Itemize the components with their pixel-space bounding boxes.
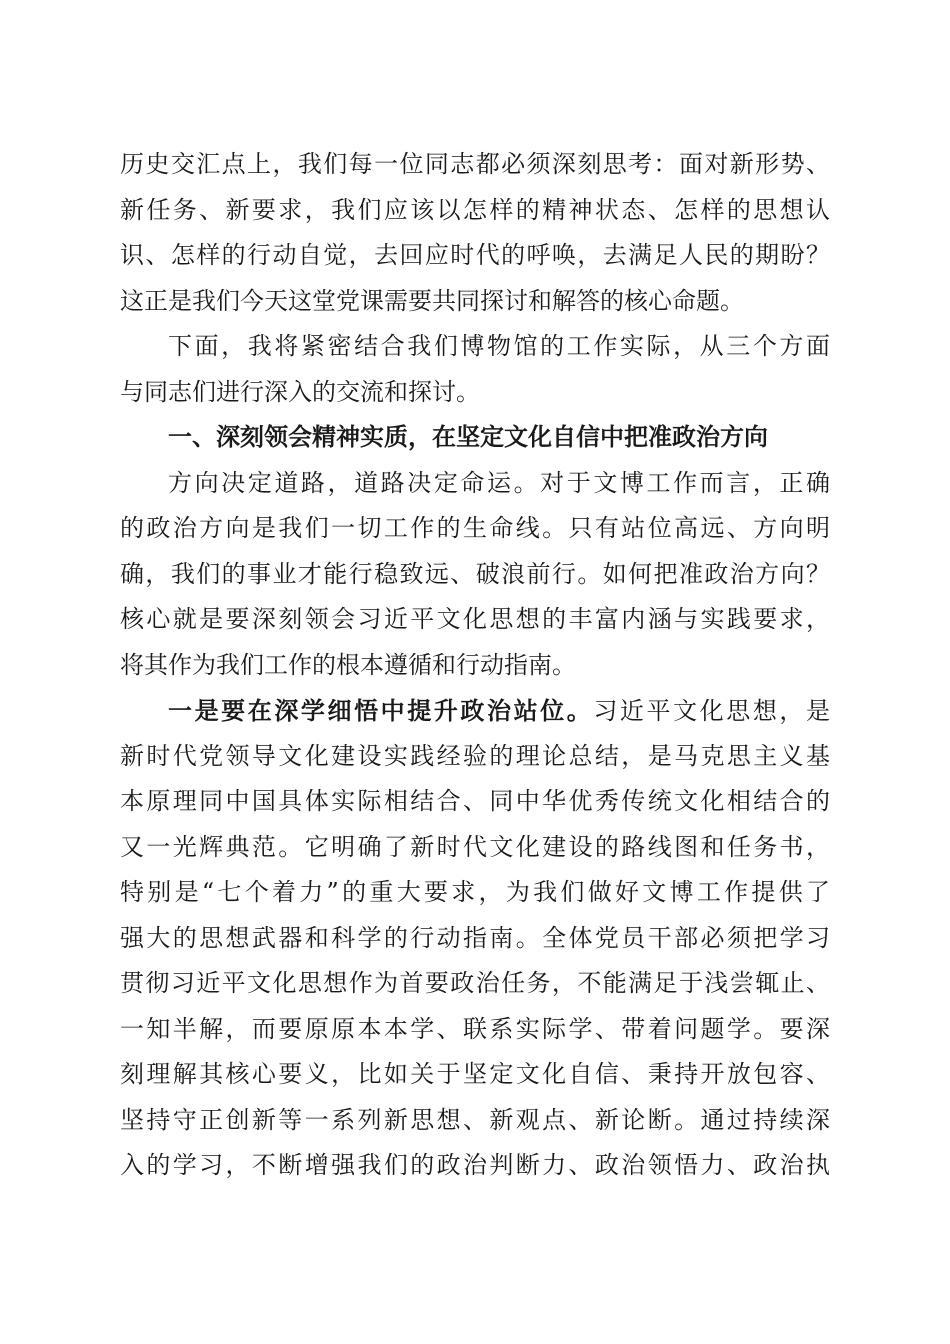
text-line: 新时代党领导文化建设实践经验的理论总结，是马克思主义基 [120,741,830,770]
section-heading: 一、深刻领会精神实质，在坚定文化自信中把准政治方向 [168,423,768,451]
text-line: 方向决定道路，道路决定命运。对于文博工作而言，正确 [168,468,830,497]
text-line: 这正是我们今天这堂党课需要共同探讨和解答的核心命题。 [120,286,744,315]
document-page [120,142,830,1189]
paragraph-study [120,688,830,1189]
text-line: 一知半解，而要原原本本学、联系实际学、带着问题学。要深 [120,1014,830,1043]
text-line: 入的学习，不断增强我们的政治判断力、政治领悟力、政治执 [120,1151,830,1179]
text-line: 识、怎样的行动自觉，去回应时代的呼唤，去满足人民的期盼？ [120,241,830,269]
text-line: 强大的思想武器和科学的行动指南。全体党员干部必须把学习 [120,923,830,952]
text-line: 下面，我将紧密结合我们博物馆的工作实际，从三个方面 [168,332,830,360]
text-line: 核心就是要深刻领会习近平文化思想的丰富内涵与实践要求， [120,605,830,633]
text-line: 又一光辉典范。它明确了新时代文化建设的路线图和任务书， [120,832,830,861]
text-line: 的政治方向是我们一切工作的生命线。只有站位高远、方向明 [120,514,830,542]
text-line: 本原理同中国具体实际相结合、同中华优秀传统文化相结合的 [120,787,830,815]
lead-rest: 习近平文化思想，是 [593,697,831,725]
lead-phrase: 一是要在深学细悟中提升政治站位。 [168,696,594,725]
text-line: 与同志们进行深入的交流和探讨。 [120,377,480,406]
paragraph-direction [120,461,830,689]
text-line [168,688,830,734]
paragraph-intro [120,142,830,324]
text-line: 历史交汇点上，我们每一位同志都必须深刻思考：面对新形势、 [120,150,830,178]
text-line: 贯彻习近平文化思想作为首要政治任务，不能满足于浅尝辄止、 [120,969,830,997]
text-line: 坚持守正创新等一系列新思想、新观点、新论断。通过持续深 [120,1105,830,1134]
text-line: 刻理解其核心要义，比如关于坚定文化自信、秉持开放包容、 [120,1060,830,1088]
text-line: 新任务、新要求，我们应该以怎样的精神状态、怎样的思想认 [120,195,830,224]
paragraph-outline [120,324,830,415]
text-line: 确，我们的事业才能行稳致远、破浪前行。如何把准政治方向？ [120,559,830,588]
text-line: 特别是“七个着力”的重大要求，为我们做好文博工作提供了 [120,878,830,906]
text-line: 将其作为我们工作的根本遵循和行动指南。 [120,650,576,679]
